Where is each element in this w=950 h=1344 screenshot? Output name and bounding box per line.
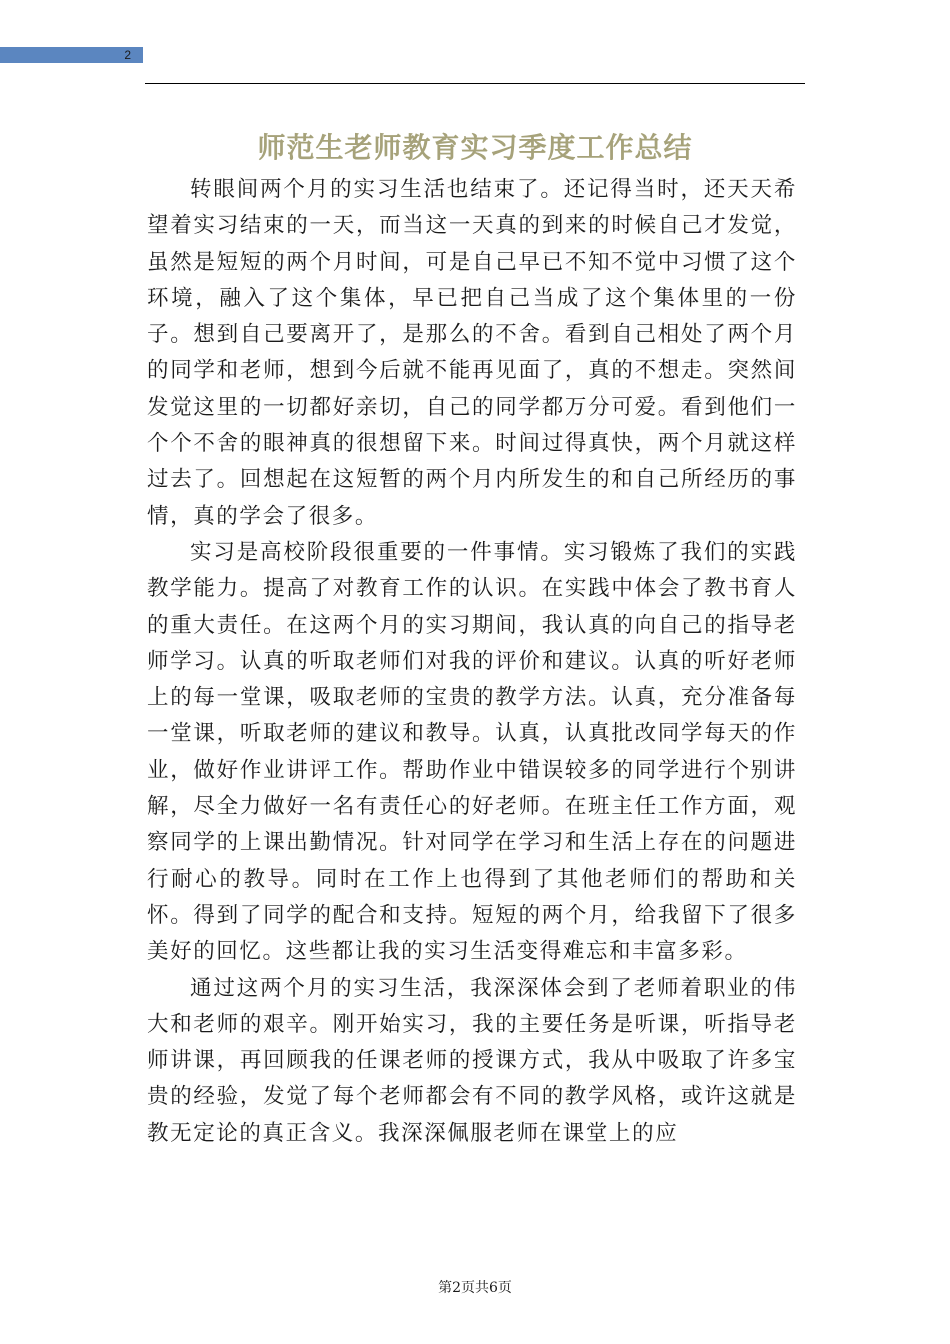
page-number: 2 [124, 48, 131, 62]
document-title: 师范生老师教育实习季度工作总结 [257, 131, 693, 164]
page-footer: 第2页共6页 [438, 1280, 512, 1296]
paragraph: 转眼间两个月的实习生活也结束了。还记得当时，还天天希望着实习结束的一天，而当这一天真的到来的时候自己才发觉，虽然是短短的两个月时间，可是自己早已不知不觉中习惯了这个环境，融入了这个集体，早已把自己当成了这个集体里的一份子。想到自己要离开了，是那么的不舍。看到自己相处了两个月的同学和老师，想到今后就不能再见面了，真的不想走。突然间发觉这里的一切都好亲切，自己的同学都万分可爱。看到他们一个个不舍的眼神真的很想留下来。时间过得真快，两个月就这样过去了。回想起在这短暂的两个月内所发生的和自己所经历的事情，真的学会了很多。 [147, 177, 797, 529]
document-body [147, 172, 797, 1152]
paragraph: 通过这两个月的实习生活，我深深体会到了老师着职业的伟大和老师的艰辛。刚开始实习，我的主要任务是听课，听指导老师讲课，再回顾我的任课老师的授课方式，我从中吸取了许多宝贵的经验，发觉了每个老师都会有不同的教学风格，或许这就是教无定论的真正含义。我深深佩服老师在课堂上的应 [147, 975, 797, 1146]
header-rule [145, 83, 805, 84]
paragraph: 实习是高校阶段很重要的一件事情。实习锻炼了我们的实践教学能力。提高了对教育工作的认识。在实践中体会了教书育人的重大责任。在这两个月的实习期间，我认真的向自己的指导老师学习。认真的听取老师们对我的评价和建议。认真的听好老师上的每一堂课，吸取老师的宝贵的教学方法。认真，充分准备每一堂课，听取老师的建议和教导。认真，认真批改同学每天的作业，做好作业讲评工作。帮助作业中错误较多的同学进行个别讲解，尽全力做好一名有责任心的好老师。在班主任工作方面，观察同学的上课出勤情况。针对同学在学习和生活上存在的问题进行耐心的教导。同时在工作上也得到了其他老师们的帮助和关怀。得到了同学的配合和支持。短短的两个月，给我留下了很多美好的回忆。这些都让我的实习生活变得难忘和丰富多彩。 [147, 539, 797, 965]
page-number-tab [0, 47, 143, 63]
